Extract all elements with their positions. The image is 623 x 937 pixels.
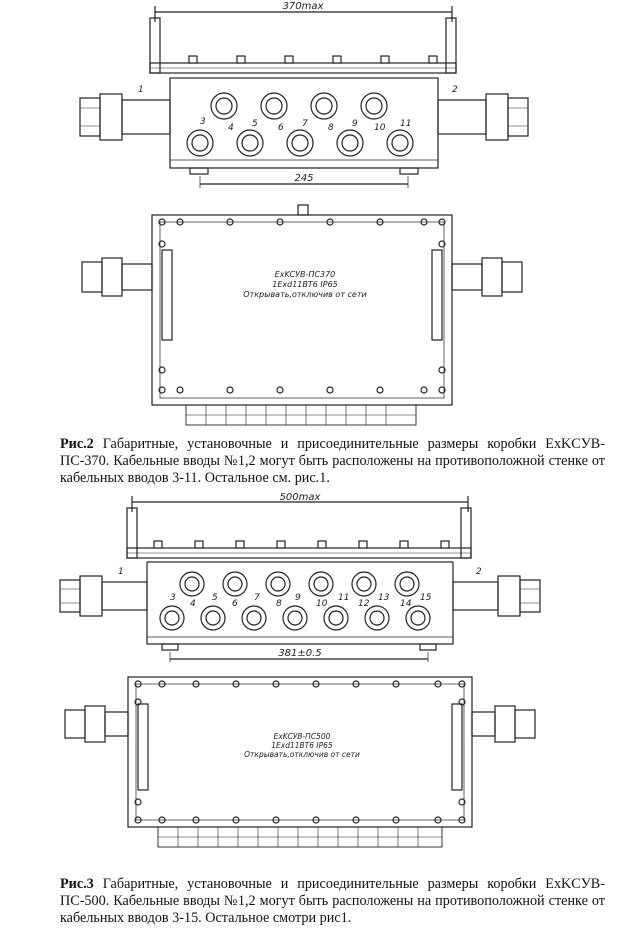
fig2-entry-numbers xyxy=(138,85,458,133)
fig3-plate-line: Открывать,отключив от сети xyxy=(244,750,360,759)
fig3-entry-number: 9 xyxy=(295,593,301,603)
fig2-entry-number: 1 xyxy=(138,85,144,95)
figure-2-caption xyxy=(60,436,605,487)
fig2-entry-number: 9 xyxy=(352,119,358,129)
fig2-overall-dimension: 370max xyxy=(282,1,324,12)
fig2-entry-number: 10 xyxy=(374,123,386,133)
fig3-entry-number: 8 xyxy=(276,599,282,609)
fig3-entry-number: 5 xyxy=(212,593,218,603)
fig3-entry-numbers xyxy=(118,567,482,609)
fig3-plan-view xyxy=(65,677,535,847)
fig2-entry-number: 11 xyxy=(400,119,412,129)
fig2-entry-number: 4 xyxy=(228,123,234,133)
figure-3-caption xyxy=(60,876,605,927)
fig2-entry-number: 7 xyxy=(302,119,308,129)
figure-3-caption-label: Рис.3 xyxy=(60,876,94,892)
fig3-entry-number: 11 xyxy=(338,593,350,603)
fig3-front-view xyxy=(60,496,540,662)
fig3-entry-number: 3 xyxy=(170,593,176,603)
fig2-entry-number: 2 xyxy=(452,85,458,95)
fig3-plate-line: 1Exd11BT6 IP65 xyxy=(271,741,333,750)
fig2-mount-dimension: 245 xyxy=(294,173,314,184)
fig3-mount-dimension: 381±0.5 xyxy=(278,648,322,659)
fig2-nameplate xyxy=(243,270,366,299)
figure-2-caption-text: Габаритные, установочные и присоединительные размеры коробки ExKCУВ-ПС-370. Кабельные вводы №1,2 могут быть расположены на противоположной стенке от кабельных вводов 3-11. Остальное см. рис.1. xyxy=(60,436,605,486)
figure-3-caption-text: Габаритные, установочные и присоединительные размеры коробки ExKCУВ-ПС-500. Кабельные вводы №1,2 могут быть расположены на противоположной стенке от кабельных вводов 3-15. Остальное смотри рис1. xyxy=(60,876,605,926)
figure-3-drawing xyxy=(0,492,623,870)
fig3-entry-number: 12 xyxy=(358,599,370,609)
fig3-overall-dimension: 500max xyxy=(279,492,321,503)
figure-2-drawing xyxy=(0,0,623,432)
fig3-nameplate xyxy=(244,732,360,759)
fig2-plan-view xyxy=(82,205,522,425)
fig2-plate-line: 1Exd11BT6 IP65 xyxy=(272,280,338,289)
fig3-entry-number: 2 xyxy=(476,567,482,577)
fig2-entry-number: 5 xyxy=(252,119,258,129)
figure-2-caption-label: Рис.2 xyxy=(60,436,94,452)
fig3-entry-number: 1 xyxy=(118,567,124,577)
fig3-entry-number: 4 xyxy=(190,599,196,609)
fig2-entry-number: 3 xyxy=(200,117,206,127)
fig3-plate-line: ExKCУВ-ПС500 xyxy=(273,732,331,741)
fig2-front-view xyxy=(80,6,528,188)
fig3-entry-number: 6 xyxy=(232,599,238,609)
fig3-entry-number: 13 xyxy=(378,593,390,603)
fig2-plate-line: Открывать,отключив от сети xyxy=(243,290,367,299)
fig2-plate-line: ExKCУВ-ПС370 xyxy=(274,270,336,279)
fig3-entry-number: 7 xyxy=(254,593,260,603)
fig3-entry-number: 14 xyxy=(400,599,412,609)
fig3-entry-number: 10 xyxy=(316,599,328,609)
fig3-entry-number: 15 xyxy=(420,593,432,603)
fig2-entry-number: 6 xyxy=(278,123,284,133)
fig2-entry-number: 8 xyxy=(328,123,334,133)
